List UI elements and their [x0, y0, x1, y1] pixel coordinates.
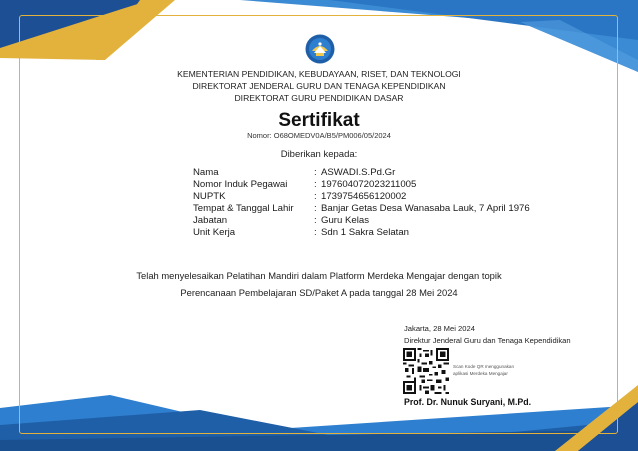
field-value: Sdn 1 Sakra Selatan	[321, 227, 410, 238]
recipient-row-nip	[193, 179, 416, 191]
field-label: Jabatan	[193, 215, 228, 226]
qr-instruction-line1: Scan Kode QR menggunakan	[453, 364, 515, 369]
field-separator: :	[314, 179, 317, 190]
field-label: Nama	[193, 167, 219, 178]
recipient-row-name	[193, 167, 395, 179]
field-separator: :	[314, 203, 317, 214]
field-label: Nomor Induk Pegawai	[193, 179, 288, 190]
field-separator: :	[314, 215, 317, 226]
given-to-label: Diberikan kepada:	[280, 149, 358, 160]
recipient-row-birth	[193, 203, 530, 215]
field-label: Unit Kerja	[193, 227, 236, 238]
field-label: NUPTK	[193, 191, 226, 202]
recipient-row-workplace	[193, 227, 409, 239]
place-date: Jakarta, 28 Mei 2024	[404, 324, 475, 333]
qr-code-icon	[403, 348, 449, 394]
signer-position: Direktur Jenderal Guru dan Tenaga Kependidikan	[404, 336, 571, 345]
directorate-general-name: DIREKTORAT JENDERAL GURU DAN TENAGA KEPENDIDIKAN	[192, 81, 446, 91]
field-value: Guru Kelas	[321, 215, 369, 226]
recipient-row-nuptk	[193, 191, 406, 203]
certificate-number: Nomor: O68OMEDV0A/B5/PM006/05/2024	[247, 131, 391, 140]
field-label: Tempat & Tanggal Lahir	[193, 203, 294, 214]
ministry-name: KEMENTERIAN PENDIDIKAN, KEBUDAYAAN, RISET, DAN TEKNOLOGI	[177, 69, 461, 79]
qr-instruction-line2: aplikasi Merdeka Mengajar	[453, 371, 508, 376]
field-separator: :	[314, 191, 317, 202]
field-value: 197604072023211005	[321, 179, 417, 190]
field-separator: :	[314, 167, 317, 178]
field-value: ASWADI.S.Pd.Gr	[321, 167, 396, 178]
recipient-row-position	[193, 215, 369, 227]
completion-statement-line2: Perencanaan Pembelajaran SD/Paket A pada tanggal 28 Mei 2024	[180, 287, 458, 298]
certificate-title: Sertifikat	[278, 110, 360, 131]
completion-statement-line1: Telah menyelesaikan Pelatihan Mandiri dalam Platform Merdeka Mengajar dengan topik	[136, 270, 502, 281]
field-separator: :	[314, 227, 317, 238]
field-value: 1739754656120002	[321, 191, 407, 202]
field-value: Banjar Getas Desa Wanasaba Lauk, 7 April 1976	[321, 203, 530, 214]
signer-name: Prof. Dr. Nunuk Suryani, M.Pd.	[404, 397, 532, 407]
directorate-name: DIREKTORAT GURU PENDIDIKAN DASAR	[234, 93, 404, 103]
tut-wuri-handayani-logo	[305, 34, 335, 64]
